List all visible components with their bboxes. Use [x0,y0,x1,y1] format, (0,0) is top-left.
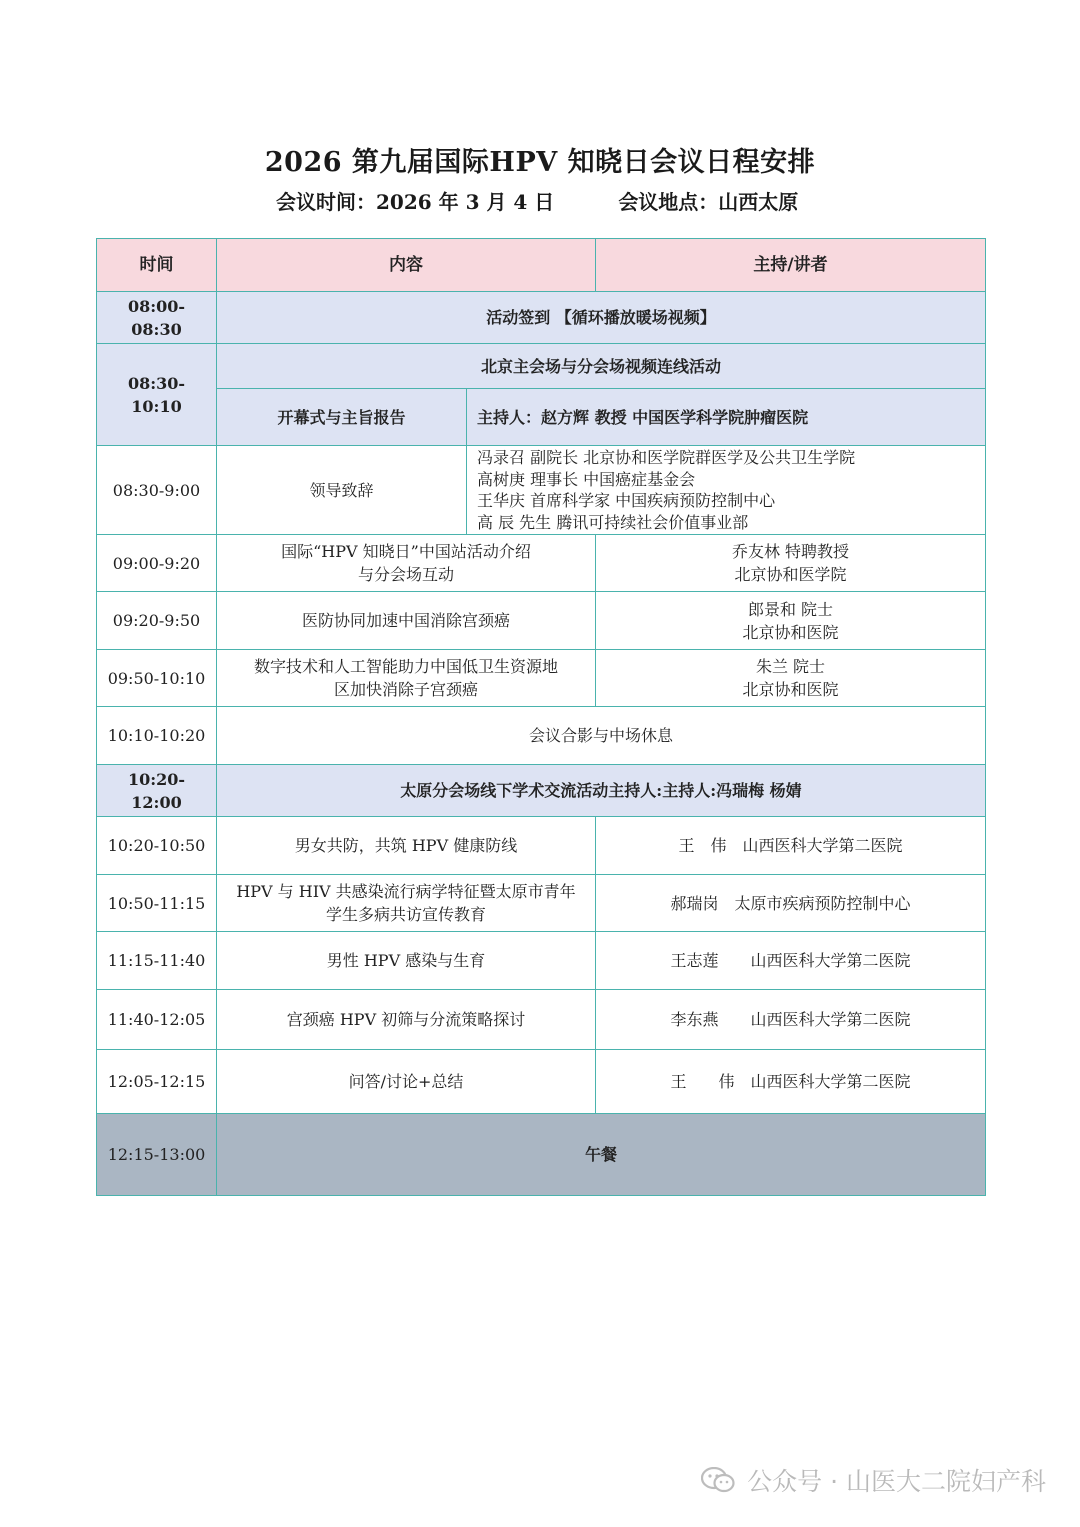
header-host: 主持/讲者 [596,239,986,292]
speaker-line: 高 辰 先生 腾讯可持续社会价值事业部 [477,512,749,532]
meeting-info [276,186,798,215]
time-cell: 09:20-9:50 [97,592,217,650]
schedule-table [96,238,986,1196]
section-title: 北京主会场与分会场视频连线活动 [217,344,986,389]
table-row [97,592,986,650]
content-cell: 午餐 [217,1114,986,1196]
lunch-row [97,1114,986,1196]
time-cell: 10:10-10:20 [97,707,217,765]
host-cell: 郝瑞岗 太原市疾病预防控制中心 [596,875,986,932]
time-cell: 09:00-9:20 [97,535,217,592]
host-cell: 王 伟 山西医科大学第二医院 [596,817,986,875]
table-row [97,1050,986,1114]
content-cell: 领导致辞 [217,446,467,535]
meeting-time: 会议时间：2026 年 3 月 4 日 [276,190,555,214]
host-cell [596,592,986,650]
host-line: 北京协和医院 [742,680,839,699]
opening-row [97,389,986,446]
content-cell [217,932,596,990]
speaker-line: 王华庆 首席科学家 中国疾病预防控制中心 [477,491,776,510]
watermark [701,1462,1046,1498]
time-cell: 08:30-10:10 [97,344,217,446]
content-line: 区加快消除子宫颈癌 [333,680,478,699]
checkin-row [97,292,986,344]
speakers-cell [467,446,986,535]
meeting-location: 会议地点：山西太原 [618,190,799,214]
host-line: 郎景和 院士 [747,599,834,619]
speech-row [97,446,986,535]
beijing-title-row [97,344,986,389]
content-cell [217,875,596,932]
opening-cell: 开幕式与主旨报告 [217,389,467,446]
content-cell [217,650,596,707]
content-line: 男女共防，共筑 HPV 健康防线 [294,836,518,855]
host-line: 乔友林 特聘教授 [731,542,850,561]
time-cell: 12:15-13:00 [97,1114,217,1196]
content-line: 国际“HPV 知晓日”中国站活动介绍 [281,542,531,561]
host-cell: 王 伟 山西医科大学第二医院 [596,1050,986,1114]
table-row [97,990,986,1050]
content-cell [217,535,596,592]
time-cell: 08:00-08:30 [97,292,217,344]
time-cell: 11:15-11:40 [97,932,217,990]
host-cell: 主持人：赵方辉 教授 中国医学科学院肿瘤医院 [467,389,986,446]
time-cell: 09:50-10:10 [97,650,217,707]
time-cell: 08:30-9:00 [97,446,217,535]
content-line: 男性 HPV 感染与生育 [326,951,486,970]
header-content: 内容 [217,239,596,292]
content-line: 与分会场互动 [357,565,454,584]
taiyuan-row [97,765,986,817]
content-line: 问答/讨论+总结 [348,1072,464,1091]
time-cell: 11:40-12:05 [97,990,217,1050]
content-line: 医防协同加速中国消除宫颈癌 [301,611,510,630]
table-row [97,817,986,875]
wechat-icon [701,1467,735,1493]
time-cell: 10:20-10:50 [97,817,217,875]
speaker-line: 冯录召 副院长 北京协和医学院群医学及公共卫生学院 [477,448,856,467]
host-line: 朱兰 院士 [755,657,826,676]
table-row [97,650,986,707]
host-cell [596,535,986,592]
section-title: 太原分会场线下学术交流活动主持人:主持人:冯瑞梅 杨婧 [217,765,986,817]
time-cell: 10:50-11:15 [97,875,217,932]
page-title: 2026 第九届国际HPV 知晓日会议日程安排 [264,147,816,178]
content-cell [217,1050,596,1114]
content-cell: 会议合影与中场休息 [217,707,986,765]
host-cell: 王志莲 山西医科大学第二医院 [596,932,986,990]
host-line: 北京协和医学院 [734,565,847,584]
table-row [97,932,986,990]
time-cell: 12:05-12:15 [97,1050,217,1114]
host-cell [596,650,986,707]
table-row [97,535,986,592]
break-row [97,707,986,765]
content-line: 学生多病共访宣传教育 [325,905,486,924]
content-line: 数字技术和人工智能助力中国低卫生资源地 [253,657,558,676]
watermark-text: 公众号 · 山医大二院妇产科 [747,1467,1046,1496]
content-cell [217,990,596,1050]
content-cell [217,592,596,650]
content-line: HPV 与 HIV 共感染流行病学特征暨太原市青年 [236,882,576,901]
speaker-line: 高树庚 理事长 中国癌症基金会 [477,469,696,489]
host-cell: 李东燕 山西医科大学第二医院 [596,990,986,1050]
time-cell: 10:20-12:00 [97,765,217,817]
content-cell: 活动签到 【循环播放暖场视频】 [217,292,986,344]
table-row [97,875,986,932]
content-cell [217,817,596,875]
header-time: 时间 [97,239,217,292]
content-line: 宫颈癌 HPV 初筛与分流策略探讨 [286,1010,526,1029]
host-line: 北京协和医院 [742,622,839,642]
header-row [97,239,986,292]
